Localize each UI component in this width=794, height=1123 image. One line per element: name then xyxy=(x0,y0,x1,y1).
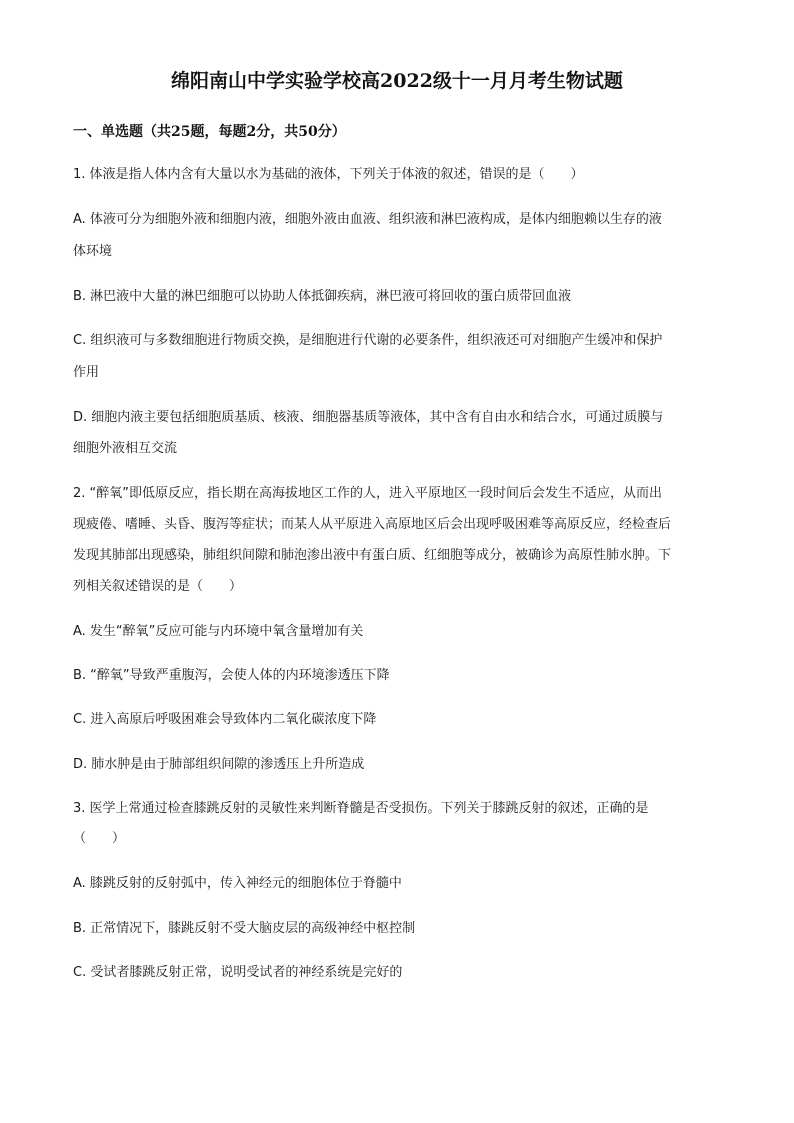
q1-option-b: B. 淋巴液中大量的淋巴细胞可以协助人体抵御疾病，淋巴液可将回收的蛋白质带回血液 xyxy=(73,289,572,304)
q1-option-d: D. 细胞内液主要包括细胞质基质、核液、细胞器基质等液体，其中含有自由水和结合水，可通过质膜与 xyxy=(73,410,664,425)
q3-option-b: B. 正常情况下，膝跳反射不受大脑皮层的高级神经中枢控制 xyxy=(73,921,416,936)
q1-option-a-cont: 体环境 xyxy=(73,244,113,259)
q2-option-d: D. 肺水肿是由于肺部组织间隙的渗透压上升所造成 xyxy=(73,757,365,772)
q1-option-a: A. 体液可分为细胞外液和细胞内液，细胞外液由血液、组织液和淋巴液构成，是体内细胞赖以生存的液 xyxy=(73,212,662,227)
section-heading: 一、单选题（共25题，每题2分，共50分） xyxy=(73,124,346,140)
exam-title: 绵阳南山中学实验学校高2022级十一月月考生物试题 xyxy=(171,70,623,92)
q3-option-c: C. 受试者膝跳反射正常，说明受试者的神经系统是完好的 xyxy=(73,965,403,980)
q1-option-c-cont: 作用 xyxy=(73,365,100,380)
q2-option-c: C. 进入高原后呼吸困难会导致体内二氧化碳浓度下降 xyxy=(73,712,377,727)
q1-option-d-cont: 细胞外液相互交流 xyxy=(73,441,178,456)
q2-stem-line2: 现疲倦、嗜睡、头昏、腹泻等症状；而某人从平原进入高原地区后会出现呼吸困难等高原反应，经检查后 xyxy=(73,517,672,532)
q2-option-a: A. 发生“醉氧”反应可能与内环境中氧含量增加有关 xyxy=(73,624,364,639)
q3-option-a: A. 膝跳反射的反射弧中，传入神经元的细胞体位于脊髓中 xyxy=(73,876,402,891)
q1-stem: 1. 体液是指人体内含有大量以水为基础的液体，下列关于体液的叙述，错误的是（ ） xyxy=(73,167,584,182)
q1-option-c: C. 组织液可与多数细胞进行物质交换，是细胞进行代谢的必要条件，组织液还可对细胞产生缓冲和保护 xyxy=(73,333,663,348)
q3-stem-line2: （ ） xyxy=(73,831,126,846)
q2-option-b: B. “醉氧”导致严重腹泻，会使人体的内环境渗透压下降 xyxy=(73,668,390,683)
q2-stem-line1: 2. “醉氧”即低原反应，指长期在高海拔地区工作的人，进入平原地区一段时间后会发生不适应，从而出 xyxy=(73,486,663,501)
q2-stem-line4: 列相关叙述错误的是（ ） xyxy=(73,579,243,594)
q2-stem-line3: 发现其肺部出现感染，肺组织间隙和肺泡渗出液中有蛋白质、红细胞等成分，被确诊为高原性肺水肿。下 xyxy=(73,548,672,563)
q3-stem-line1: 3. 医学上常通过检查膝跳反射的灵敏性来判断脊髓是否受损伤。下列关于膝跳反射的叙述，正确的是 xyxy=(73,801,649,816)
